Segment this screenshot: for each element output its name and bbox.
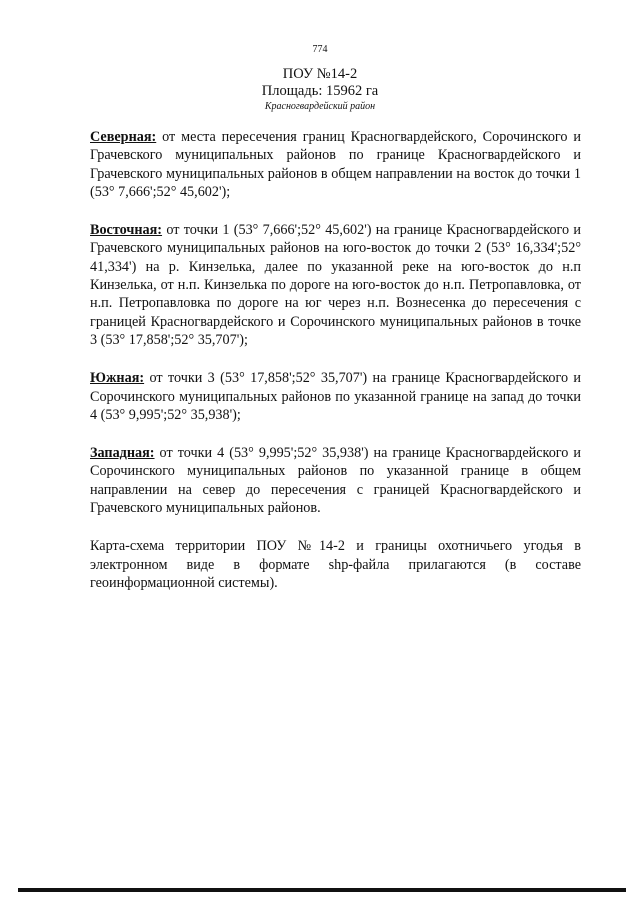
section-label-south: Южная: xyxy=(90,370,145,387)
document-title: ПОУ №14-2 xyxy=(282,66,358,82)
page-number: 774 xyxy=(312,44,328,55)
section-west xyxy=(90,444,581,517)
section-text-north: от места пересечения границ Красногвардейского, Сорочинского и Грачевского муниципальных районов по границе Красногвардейского и Грачевского муниципальных районов в общем направлении на восток до точки 1 (53° 7,666';52° 45,602'); xyxy=(90,129,581,200)
document-header xyxy=(0,66,640,114)
closing-paragraph: Карта-схема территории ПОУ №14-2 и границы охотничьего угодья в электронном виде в формате shp-файла прилагаются (в составе геоинформационной системы). xyxy=(90,538,581,591)
document-body xyxy=(90,128,581,612)
section-east xyxy=(90,221,581,349)
section-north xyxy=(90,128,581,201)
section-text-south: от точки 3 (53° 17,858';52° 35,707') на границе Красногвардейского и Сорочинского муниципальных районов по указанной границе на запад до точки 4 (53° 9,995';52° 35,938'); xyxy=(90,370,581,423)
section-text-west: от точки 4 (53° 9,995';52° 35,938') на границе Красногвардейского и Сорочинского муниципальных районов по указанной границе в общем направлении на север до пересечения с границей Красногвардейского и Грачевского муниципальных районов. xyxy=(90,445,581,517)
section-label-east: Восточная: xyxy=(90,222,163,239)
section-label-north: Северная: xyxy=(90,129,157,145)
section-text-east: от точки 1 (53° 7,666';52° 45,602') на границе Красногвардейского и Грачевского муниципальных районов на юго-восток до точки 2 (53° 16,334';52° 41,334') на р. Кинзелька, далее по указанной реке на юго-восток до н.п Кинзелька, от н.п. Кинзелька по дороге на юго-восток до н.п. Петропавловка, от н.п. Петропавловка по дороге на юг через н.п. Вознесенка до пересечения с границей Красногвардейского и Сорочинского муниципальных районов в точке 3 (53° 17,858';52° 35,707'); xyxy=(90,222,581,348)
section-south xyxy=(90,369,581,424)
section-label-west: Западная: xyxy=(90,445,155,462)
bottom-scan-bar xyxy=(18,888,626,892)
area-line: Площадь: 15962 га xyxy=(261,83,379,99)
district-subtitle: Красногвардейский район xyxy=(264,101,376,112)
